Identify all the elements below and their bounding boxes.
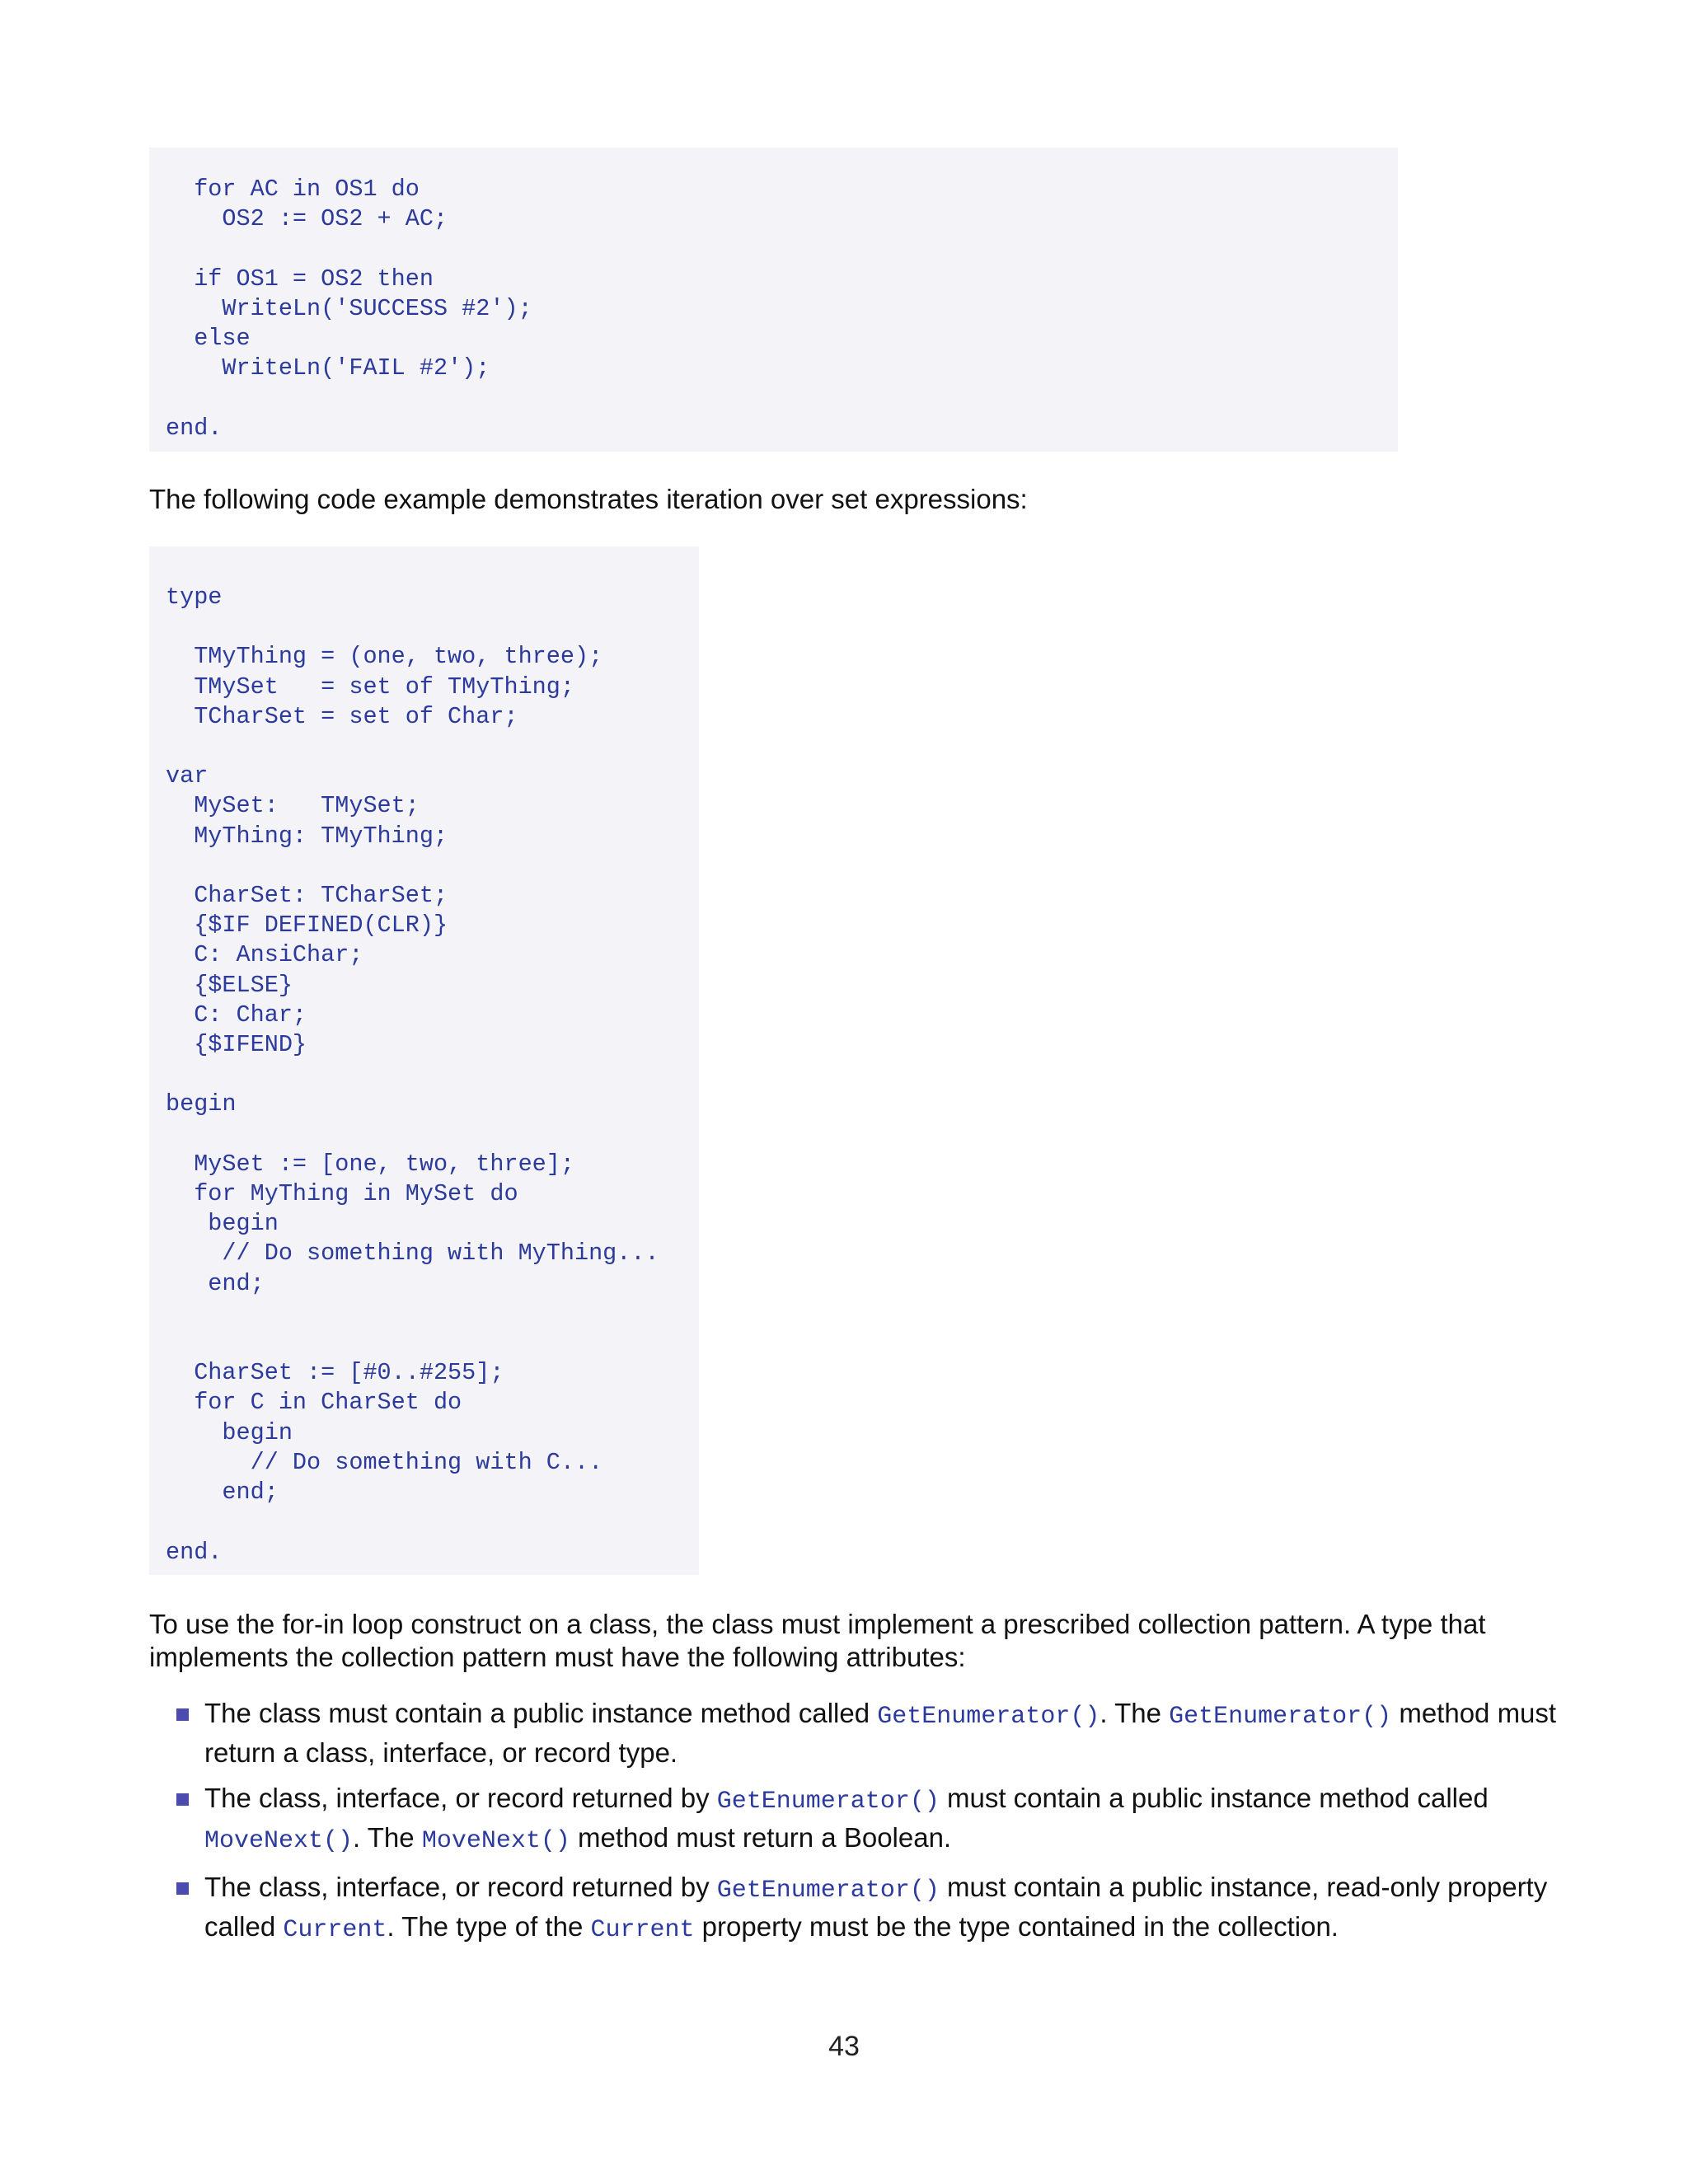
code-getenumerator: GetEnumerator() xyxy=(1169,1703,1392,1731)
intro-paragraph: The following code example demonstrates iteration over set expressions: xyxy=(149,484,1028,514)
collection-pattern-paragraph: To use the for-in loop construct on a class, the class must implement a prescribed collection pattern. A type that implements the collection pattern must have the following attributes: xyxy=(149,1609,1486,1672)
code-movenext: MoveNext() xyxy=(421,1827,570,1855)
list-item-text: . The xyxy=(1100,1698,1170,1728)
list-item-text: . The type of the xyxy=(387,1911,591,1942)
list-item-text: The class, interface, or record returned by xyxy=(204,1872,717,1902)
list-item-text: property must be the type contained in the collection. xyxy=(694,1911,1339,1942)
list-item xyxy=(149,1695,1559,1770)
list-item-text: . The xyxy=(353,1822,422,1853)
list-item-text: must contain a public instance method called xyxy=(939,1783,1489,1813)
code-getenumerator: GetEnumerator() xyxy=(716,1788,940,1816)
code-current: Current xyxy=(590,1916,695,1944)
code-block-for-in-loop: for AC in OS1 do OS2 := OS2 + AC; if OS1 = OS2 then WriteLn('SUCCESS #2'); else WriteLn('FAIL #2'); end. xyxy=(149,148,1398,452)
code-movenext: MoveNext() xyxy=(204,1827,354,1855)
list-item-text: must contain a public instance, read-only property called xyxy=(204,1872,1548,1942)
attribute-list xyxy=(149,1695,1559,1958)
list-item xyxy=(149,1780,1559,1859)
square-bullet-icon xyxy=(176,1793,189,1806)
list-item-text: method must return a class, interface, or record type. xyxy=(204,1698,1557,1768)
code-getenumerator: GetEnumerator() xyxy=(716,1877,940,1905)
square-bullet-icon xyxy=(176,1708,189,1721)
page-number: 43 xyxy=(828,2031,860,2062)
list-item xyxy=(149,1869,1559,1948)
list-item-text: The class, interface, or record returned by xyxy=(204,1783,717,1813)
code-block-set-iteration: type TMyThing = (one, two, three); TMySet = set of TMyThing; TCharSet = set of Char; var MySet: TMySet; MyThing: TMyThing; CharSet: TCharSet; {$IF DEFINED(CLR)} C: AnsiChar; {$ELSE} C: Char; {$IFEND} begin MySet := [one, two, three]; for MyThing in MySet do begin // Do something with MyThing... end; CharSet := [#0..#255]; for C in CharSet do begin // Do something with C... end; end. xyxy=(149,546,699,1575)
code-getenumerator: GetEnumerator() xyxy=(877,1703,1100,1731)
list-item-text: method must return a Boolean. xyxy=(570,1822,952,1853)
code-current: Current xyxy=(283,1916,387,1944)
list-item-text: The class must contain a public instance method called xyxy=(204,1698,878,1728)
square-bullet-icon xyxy=(176,1882,189,1895)
